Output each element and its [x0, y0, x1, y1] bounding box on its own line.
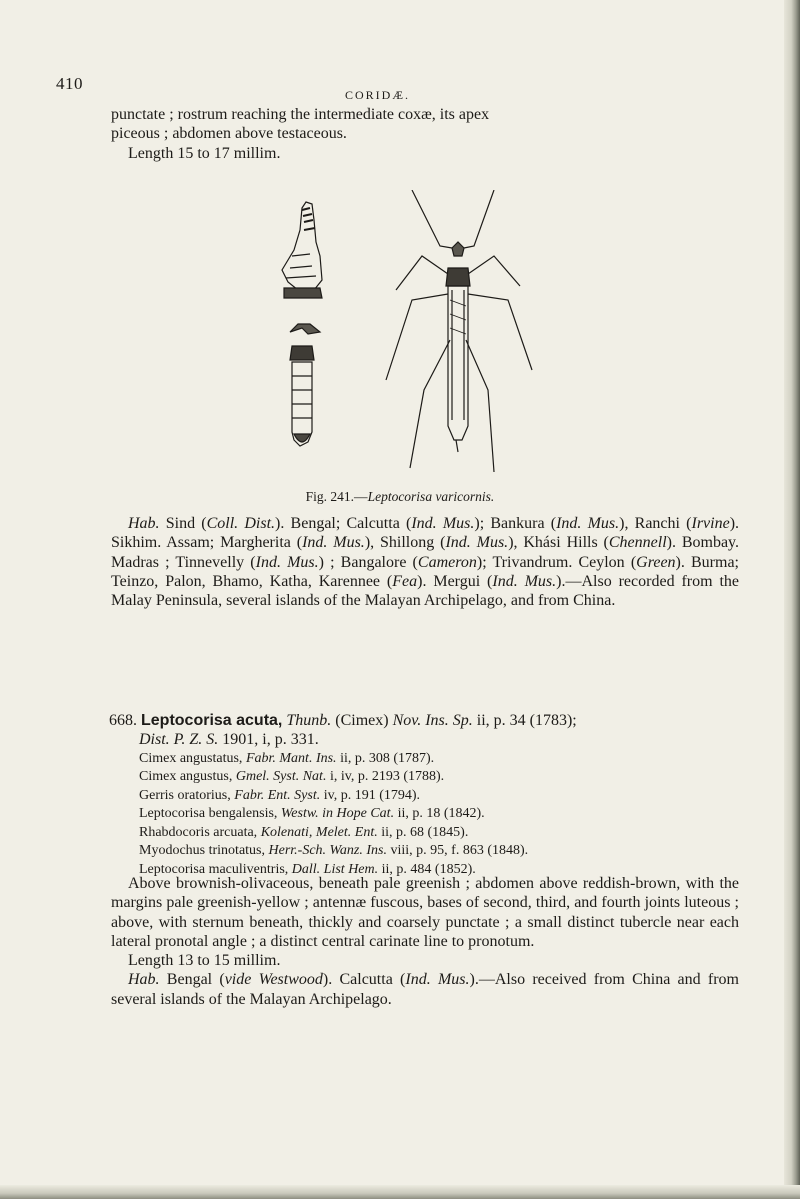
hab-collector: Ind. Mus. — [302, 534, 365, 552]
hab-collector: Ind. Mus. — [492, 572, 557, 590]
caption-prefix: Fig. 241.— — [305, 489, 368, 504]
synonym-item: Cimex angustus, Gmel. Syst. Nat. i, iv, p. 2193 (1788). — [139, 769, 445, 785]
hab-text: ). Bombay. Madras ; Tinnevelly ( — [111, 534, 740, 571]
hab-collector: Ind. Mus. — [556, 515, 620, 532]
running-head: CORIDÆ. — [345, 88, 411, 102]
synonym-item: Myodochus trinotatus, Herr.-Sch. Wanz. Ins. viii, p. 95, f. 863 (1848). — [139, 843, 529, 859]
leptocorisa-illustration — [262, 190, 592, 480]
hab-text: ); Trivandrum. Ceylon ( — [476, 553, 637, 571]
hab-text: ), Khási Hills ( — [508, 534, 609, 552]
entry-number: 668. — [109, 712, 137, 729]
page-edge-bottom — [0, 1185, 800, 1199]
entry-ref-tail: ii, p. 34 (1783); — [472, 712, 577, 729]
hab-collector: Ind. Mus. — [411, 515, 475, 532]
species-author: Thunb. — [286, 712, 332, 729]
caption-species: Leptocorisa varicornis. — [367, 489, 495, 504]
hab-collector: Cameron — [417, 553, 477, 571]
intro-length: Length 15 to 17 millim. — [128, 144, 281, 162]
description-paragraph — [111, 874, 739, 1009]
page-edge-right — [784, 0, 800, 1199]
orig-genus: (Cimex) — [331, 712, 393, 729]
description-text: Above brownish-olivaceous, beneath pale greenish ; abdomen above reddish-brown, with the margins pale greenish-yellow ; antennæ fuscous, bases of second, third, and fourth joints luteous ; above, with sternum beneath, thickly and coarsely punctate ; a small distinct tubercle near each lateral pronotal angle ; a distinct central carinate line to pronotum. — [111, 875, 739, 950]
synonym-item: Leptocorisa maculiventris, Dall. List Hem. ii, p. 484 (1852). — [139, 861, 476, 877]
hab-collector: Coll. Dist. — [206, 515, 276, 532]
abdomen-detail-drawing — [290, 324, 320, 446]
intro-line-1: punctate ; rostrum reaching the intermediate coxæ, its apex — [111, 106, 490, 123]
hab-collector: Irvine — [691, 515, 730, 532]
synonym-item: Gerris oratorius, Fabr. Ent. Syst. iv, p. 191 (1794). — [139, 787, 421, 803]
hab-text: ). Sikhim. Assam; Margherita ( — [111, 515, 740, 552]
hab-text: ), Ranchi ( — [619, 515, 692, 532]
hab-collector: Ind. Mus. — [255, 553, 319, 571]
hab-text: ); Bankura ( — [474, 515, 557, 532]
species-name: Leptocorisa acuta, — [141, 712, 283, 729]
hab-label: Hab. — [128, 515, 160, 532]
hab-text: ). Burma; Teinzo, Palon, Bhamo, Katha, Karennee ( — [111, 553, 739, 590]
entry-dist-tail: 1901, i, p. 331. — [218, 731, 319, 749]
head-detail-drawing — [282, 202, 322, 298]
hab-text: Sind ( — [159, 515, 207, 532]
synonym-item: Leptocorisa bengalensis, Westw. in Hope Cat. ii, p. 18 (1842). — [139, 806, 485, 822]
synonym-list — [111, 750, 739, 880]
hab-text: ) ; Bangalore ( — [318, 553, 418, 571]
page-header — [0, 74, 784, 104]
synonym-item: Rhabdocoris arcuata, Kolenati, Melet. Ent. ii, p. 68 (1845). — [139, 824, 469, 840]
intro-paragraph — [111, 105, 739, 163]
insect-figure — [262, 190, 592, 480]
intro-line-2: piceous ; abdomen above testaceous. — [111, 125, 347, 143]
hab-collector: Fea — [392, 572, 418, 590]
entry-ref: Nov. Ins. Sp. — [392, 712, 473, 729]
main-insect-drawing — [386, 190, 532, 472]
description-length: Length 13 to 15 millim. — [128, 952, 281, 970]
hab-collector: Ind. Mus. — [445, 534, 509, 552]
entry-dist: Dist. P. Z. S. — [139, 731, 219, 749]
hab-text: ), Shillong ( — [364, 534, 446, 552]
page-number: 410 — [56, 74, 83, 93]
habitat-paragraph-1 — [111, 514, 739, 610]
hab-collector: Chennell — [608, 534, 667, 552]
hab-text: ).—Also recorded from the Malay Peninsula, several islands of the Malayan Archipelago, and from China. — [111, 572, 739, 610]
synonym-item: Cimex angustatus, Fabr. Mant. Ins. ii, p. 308 (1787). — [139, 750, 435, 766]
figure-caption — [0, 489, 800, 505]
habitat-paragraph-2: Hab. Bengal (vide Westwood). Calcutta (Ind. Mus.).—Also received from China and from several islands of the Malayan Archipelago. — [111, 971, 740, 1008]
hab-text: ). Mergui ( — [417, 572, 493, 590]
hab-collector: Green — [636, 553, 676, 571]
species-entry — [111, 711, 739, 879]
hab-text: ). Bengal; Calcutta ( — [275, 515, 412, 532]
